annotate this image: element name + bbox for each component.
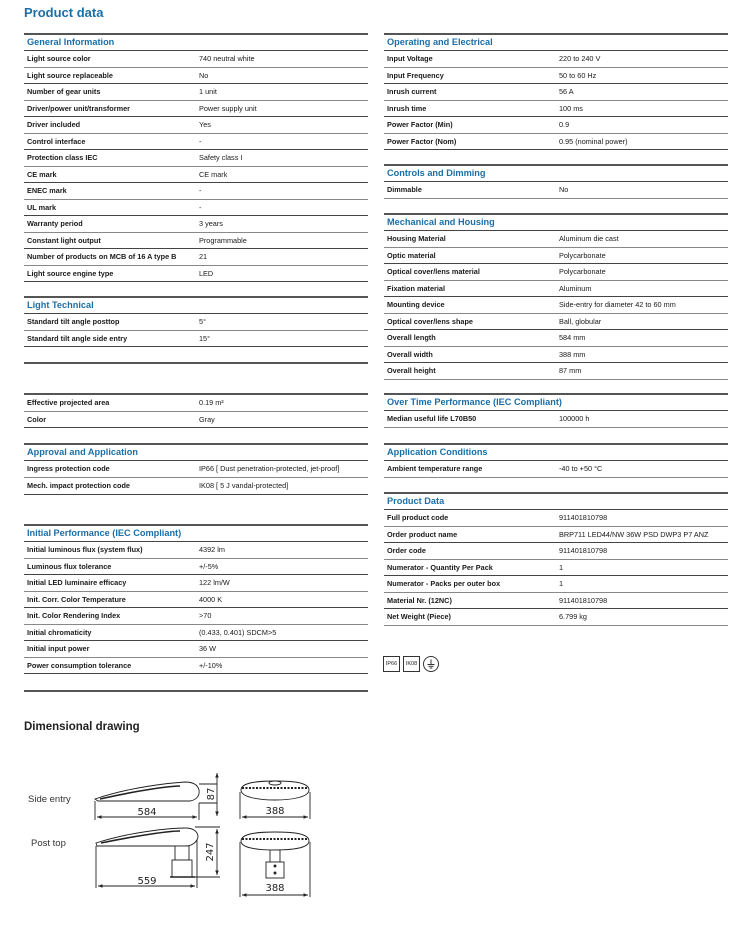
row-value: Polycarbonate	[559, 250, 606, 260]
table-row	[24, 51, 368, 68]
row-label: Number of products on MCB of 16 A type B	[27, 252, 177, 261]
table-row	[24, 331, 368, 348]
row-value: -	[199, 202, 202, 212]
row-label: Inrush time	[387, 103, 427, 113]
row-label: Material Nr. (12NC)	[387, 595, 452, 605]
rows	[384, 182, 728, 199]
divider	[24, 690, 368, 692]
row-label: Order product name	[387, 529, 458, 539]
table-row	[24, 200, 368, 217]
row-value: 0.19 m²	[199, 398, 224, 407]
table-row	[384, 593, 728, 610]
row-label: Order code	[387, 546, 426, 555]
dimension-post-width: 388	[265, 883, 285, 894]
row-value: IK08 [ 5 J vandal-protected]	[199, 481, 289, 490]
table-row	[384, 609, 728, 626]
table-row	[24, 84, 368, 101]
row-value: 87 mm	[559, 366, 582, 375]
row-value: Side-entry for diameter 42 to 60 mm	[559, 300, 676, 309]
rows	[24, 395, 368, 428]
table-row	[24, 101, 368, 118]
row-label: ENEC mark	[27, 186, 67, 195]
row-label: Median useful life L70B50	[387, 414, 477, 423]
table-row	[384, 297, 728, 314]
row-value: 6.799 kg	[559, 612, 587, 621]
table-row	[384, 68, 728, 85]
row-label: Standard tilt angle posttop	[27, 317, 120, 326]
section-general-information	[24, 33, 368, 282]
row-label: Light source color	[27, 54, 91, 63]
row-value: Power supply unit	[199, 103, 257, 113]
row-label: Number of gear units	[27, 87, 101, 96]
row-label: Power Factor (Min)	[387, 120, 453, 129]
table-row	[384, 314, 728, 331]
row-value: 1	[559, 562, 564, 572]
dimensional-drawing	[0, 760, 330, 900]
row-value: CE mark	[199, 169, 228, 179]
protective-earth-icon	[423, 656, 439, 672]
section-over-time-performance	[384, 393, 728, 428]
row-label: Input Frequency	[387, 70, 444, 80]
section-initial-performance	[24, 524, 368, 674]
row-value: 4392 lm	[199, 545, 225, 554]
table-row	[384, 182, 728, 199]
table-row	[384, 510, 728, 527]
dimensional-drawing-title: Dimensional drawing	[24, 721, 140, 733]
row-value: 1 unit	[199, 87, 217, 96]
table-row	[384, 51, 728, 68]
section-mechanical-and-housing	[384, 213, 728, 380]
table-row	[24, 150, 368, 167]
row-label: Initial chromaticity	[27, 627, 92, 637]
row-value: +/-10%	[199, 660, 223, 670]
table-row	[384, 248, 728, 265]
row-label: Full product code	[387, 513, 449, 522]
table-row	[384, 330, 728, 347]
view-label-post-top: Post top	[31, 838, 66, 849]
table-row	[24, 117, 368, 134]
row-value: 911401810798	[559, 595, 608, 605]
dimension-post-length: 559	[137, 876, 157, 887]
row-label: Mounting device	[387, 300, 445, 309]
rows	[384, 461, 728, 478]
table-row	[24, 559, 368, 576]
table-row	[24, 266, 368, 283]
row-value: Ball, globular	[559, 316, 602, 326]
row-label: Protection class IEC	[27, 153, 98, 162]
row-label: Initial input power	[27, 644, 90, 653]
row-label: Overall length	[387, 333, 436, 342]
table-row	[24, 641, 368, 658]
row-value: 584 mm	[559, 333, 586, 342]
row-value: Aluminum	[559, 283, 592, 293]
table-row	[384, 527, 728, 544]
row-label: Light source engine type	[27, 268, 114, 278]
rows	[24, 314, 368, 347]
row-label: Dimmable	[387, 185, 422, 194]
row-value: 56 A	[559, 87, 574, 96]
row-label: Numerator - Packs per outer box	[387, 579, 501, 588]
row-label: Driver/power unit/transformer	[27, 103, 130, 113]
section-heading: Light Technical	[24, 296, 368, 314]
row-value: 5°	[199, 317, 206, 326]
table-row	[24, 395, 368, 412]
row-label: UL mark	[27, 202, 57, 212]
row-value: 1	[559, 579, 564, 588]
row-value: 15°	[199, 333, 211, 343]
row-value: BRP711 LED44/NW 36W PSD DWP3 P7 ANZ	[559, 529, 709, 539]
table-row	[384, 101, 728, 118]
table-row	[24, 625, 368, 642]
section-heading: Operating and Electrical	[384, 33, 728, 51]
row-value: Aluminum die cast	[559, 234, 619, 243]
row-label: Color	[27, 414, 47, 424]
row-value: 388 mm	[559, 349, 586, 359]
row-label: Optical cover/lens shape	[387, 316, 473, 326]
table-row	[384, 231, 728, 248]
row-value: (0.433, 0.401) SDCM>5	[199, 627, 277, 637]
row-value: Gray	[199, 414, 215, 424]
row-label: Luminous flux tolerance	[27, 561, 112, 571]
row-label: Input Voltage	[387, 54, 433, 63]
section-heading: Initial Performance (IEC Compliant)	[24, 524, 368, 542]
table-row	[24, 183, 368, 200]
table-row	[384, 281, 728, 298]
row-value: Programmable	[199, 235, 247, 245]
section-physical	[24, 393, 368, 428]
row-value: 100 ms	[559, 103, 583, 113]
row-label: Ambient temperature range	[387, 464, 483, 473]
row-value: No	[559, 185, 569, 194]
table-row	[384, 363, 728, 380]
row-value: IP66 [ Dust penetration-protected, jet-proof]	[199, 464, 340, 473]
section-heading: General Information	[24, 33, 368, 51]
row-value: 21	[199, 252, 208, 261]
page-title: Product data	[24, 5, 104, 20]
row-label: Power Factor (Nom)	[387, 136, 457, 146]
row-label: Standard tilt angle side entry	[27, 333, 128, 343]
section-controls-and-dimming	[384, 164, 728, 199]
row-value: 0.9	[559, 120, 570, 129]
rows	[384, 510, 728, 626]
view-label-side-entry: Side entry	[28, 794, 71, 805]
section-heading: Approval and Application	[24, 443, 368, 461]
row-value: 220 to 240 V	[559, 54, 601, 63]
table-row	[24, 658, 368, 675]
row-value: Safety class I	[199, 153, 243, 162]
table-row	[24, 461, 368, 478]
row-value: LED	[199, 268, 214, 278]
row-label: Overall height	[387, 366, 436, 375]
table-row	[24, 68, 368, 85]
row-value: 3 years	[199, 219, 223, 228]
row-label: Numerator - Quantity Per Pack	[387, 562, 493, 572]
row-value: 36 W	[199, 644, 217, 653]
section-application-conditions	[384, 443, 728, 478]
section-heading: Mechanical and Housing	[384, 213, 728, 231]
row-value: -40 to +50 °C	[559, 464, 603, 473]
table-row	[384, 134, 728, 151]
row-value: 4000 K	[199, 594, 223, 604]
table-row	[24, 608, 368, 625]
row-value: No	[199, 70, 209, 80]
table-row	[24, 233, 368, 250]
table-row	[24, 412, 368, 429]
table-row	[24, 542, 368, 559]
section-approval-and-application	[24, 443, 368, 495]
table-row	[24, 167, 368, 184]
row-label: Init. Corr. Color Temperature	[27, 594, 126, 604]
table-row	[24, 216, 368, 233]
post-top-side-view	[96, 827, 220, 888]
certification-icons	[383, 656, 439, 672]
divider	[24, 362, 368, 364]
table-row	[384, 347, 728, 364]
dimension-post-height: 247	[205, 842, 216, 862]
row-label: Optical cover/lens material	[387, 267, 480, 276]
row-value: 100000 h	[559, 414, 590, 423]
ik08-icon: IK08	[403, 656, 420, 672]
row-label: Constant light output	[27, 235, 101, 245]
row-value: +/-5%	[199, 561, 219, 571]
dimension-side-width: 388	[265, 806, 285, 817]
row-value: -	[199, 136, 202, 146]
row-label: Net Weight (Piece)	[387, 612, 451, 621]
row-value: 911401810798	[559, 513, 608, 522]
row-value: Yes	[199, 120, 211, 129]
rows	[24, 542, 368, 674]
section-product-data	[384, 492, 728, 626]
row-value: >70	[199, 611, 212, 620]
row-value: -	[199, 186, 202, 195]
row-label: Mech. impact protection code	[27, 481, 130, 490]
table-row	[24, 592, 368, 609]
row-value: 122 lm/W	[199, 578, 230, 587]
row-label: Effective projected area	[27, 398, 110, 407]
row-label: CE mark	[27, 169, 57, 179]
table-row	[24, 249, 368, 266]
row-label: Overall width	[387, 349, 433, 359]
table-row	[384, 576, 728, 593]
row-value: 50 to 60 Hz	[559, 70, 597, 80]
row-label: Fixation material	[387, 283, 445, 293]
row-label: Optic material	[387, 250, 436, 260]
table-row	[24, 314, 368, 331]
section-heading: Product Data	[384, 492, 728, 510]
table-row	[24, 478, 368, 495]
rows	[384, 411, 728, 428]
table-row	[24, 134, 368, 151]
row-label: Init. Color Rendering Index	[27, 611, 121, 620]
table-row	[384, 84, 728, 101]
rows	[384, 51, 728, 150]
rows	[384, 231, 728, 380]
row-value: Polycarbonate	[559, 267, 606, 276]
table-row	[384, 560, 728, 577]
row-value: 0.95 (nominal power)	[559, 136, 628, 146]
rows	[24, 461, 368, 495]
row-label: Control interface	[27, 136, 86, 146]
row-label: Initial LED luminaire efficacy	[27, 578, 127, 587]
row-value: 740 neutral white	[199, 54, 255, 63]
section-light-technical	[24, 296, 368, 347]
row-label: Power consumption tolerance	[27, 660, 132, 670]
row-label: Driver included	[27, 120, 81, 129]
table-row	[384, 264, 728, 281]
row-value: 911401810798	[559, 546, 608, 555]
section-heading: Controls and Dimming	[384, 164, 728, 182]
rows	[24, 51, 368, 282]
row-label: Ingress protection code	[27, 464, 110, 473]
section-heading: Over Time Performance (IEC Compliant)	[384, 393, 728, 411]
table-row	[384, 117, 728, 134]
ip66-icon: IP66	[383, 656, 400, 672]
section-heading: Application Conditions	[384, 443, 728, 461]
section-operating-and-electrical	[384, 33, 728, 150]
table-row	[384, 411, 728, 428]
row-label: Inrush current	[387, 87, 437, 96]
table-row	[384, 461, 728, 478]
row-label: Housing Material	[387, 234, 446, 243]
table-row	[24, 575, 368, 592]
dimension-side-length: 584	[137, 807, 157, 818]
row-label: Initial luminous flux (system flux)	[27, 545, 143, 554]
table-row	[384, 543, 728, 560]
row-label: Warranty period	[27, 219, 83, 228]
row-label: Light source replaceable	[27, 70, 113, 80]
dimension-side-height: 87	[206, 787, 217, 801]
